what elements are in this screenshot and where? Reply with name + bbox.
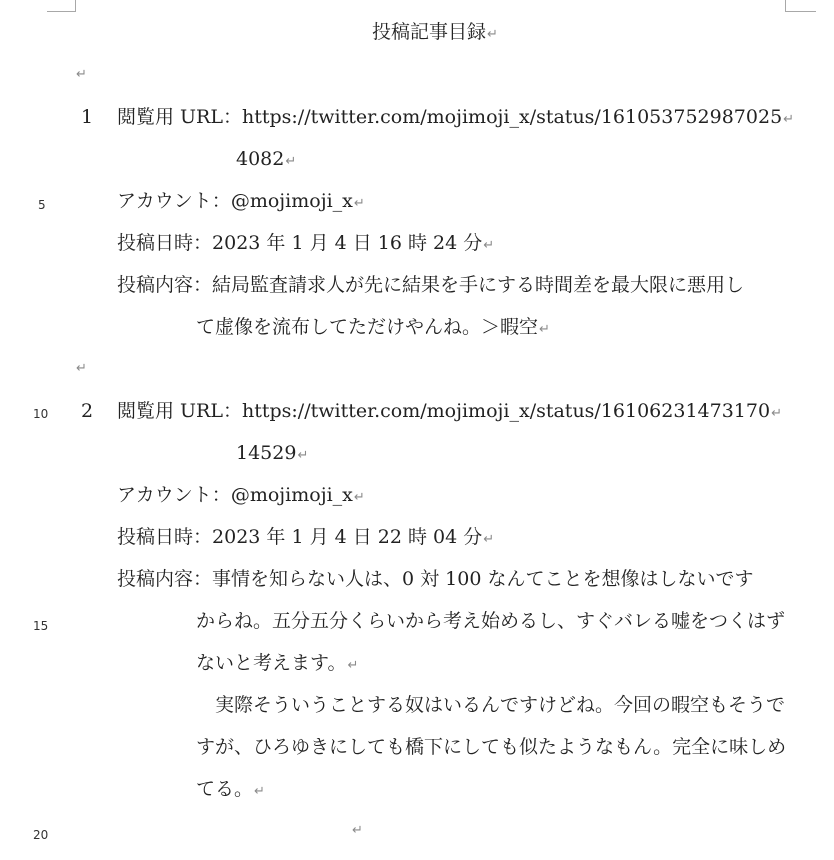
date-label: 投稿日時： xyxy=(117,232,213,254)
account-handle: @mojimoji_x xyxy=(230,484,353,506)
entry-url-line xyxy=(117,108,794,127)
line-number-15: 15 xyxy=(33,619,49,633)
entry-account-line xyxy=(117,486,365,505)
line-number-10: 10 xyxy=(33,407,49,421)
date-label: 投稿日時： xyxy=(117,526,213,548)
paragraph-mark: ↵ xyxy=(254,784,265,799)
post-date: 2023 年 1 月 4 日 16 時 24 分 xyxy=(212,232,483,254)
url-text-continued: 14529 xyxy=(236,442,297,464)
empty-paragraph-mark: ↵ xyxy=(76,67,87,82)
page-corner-mark-top-left xyxy=(47,0,76,12)
entry-number: 2 xyxy=(81,400,94,422)
account-label: アカウント： xyxy=(117,190,231,212)
line-number-5: 5 xyxy=(38,198,46,212)
content-text-continued: からね。五分五分くらいから考え始めるし、すぐバレる嘘をつくはずないと考えます。 xyxy=(196,610,786,674)
page-corner-mark-top-right xyxy=(785,0,816,12)
url-text: https://twitter.com/mojimoji_x/status/16106231473170 xyxy=(241,400,771,422)
paragraph-mark: ↵ xyxy=(347,658,359,673)
entry-content-continuation xyxy=(196,306,791,351)
entry-url-continuation xyxy=(236,444,308,463)
paragraph-mark: ↵ xyxy=(353,196,365,211)
paragraph-mark: ↵ xyxy=(285,154,297,169)
url-text: https://twitter.com/mojimoji_x/status/161053752987025 xyxy=(241,106,783,128)
paragraph-mark: ↵ xyxy=(771,406,782,421)
post-date: 2023 年 1 月 4 日 22 時 04 分 xyxy=(212,526,483,548)
account-handle: @mojimoji_x xyxy=(230,190,353,212)
content-label: 投稿内容： xyxy=(117,274,213,296)
content-text-continued: て虚像を流布してただけやんね。＞暇空 xyxy=(196,316,539,338)
entry-url-continuation xyxy=(236,150,296,169)
url-text-continued: 4082 xyxy=(236,148,285,170)
paragraph-mark: ↵ xyxy=(539,322,550,337)
paragraph-mark: ↵ xyxy=(297,448,309,463)
content-label: 投稿内容： xyxy=(117,568,213,590)
url-label: 閲覧用 URL： xyxy=(117,106,242,128)
paragraph-mark: ↵ xyxy=(783,112,795,127)
entry-date-line xyxy=(117,234,494,253)
entry-content-first-line xyxy=(117,276,744,295)
document-title xyxy=(372,23,498,42)
entry-content-continuation xyxy=(196,600,791,687)
url-label: 閲覧用 URL： xyxy=(117,400,242,422)
content-text: 事情を知らない人は、0 対 100 なんてことを想像はしないです xyxy=(212,568,754,590)
entry-content-first-line xyxy=(117,570,754,589)
empty-paragraph-mark: ↵ xyxy=(76,361,87,376)
entry-number: 1 xyxy=(81,106,94,128)
content-text: 結局監査請求人が先に結果を手にする時間差を最大限に悪用し xyxy=(212,274,745,296)
entry-account-line xyxy=(117,192,365,211)
account-label: アカウント： xyxy=(117,484,231,506)
paragraph-mark: ↵ xyxy=(483,532,495,547)
paragraph-mark: ↵ xyxy=(487,27,498,42)
entry-content-paragraph xyxy=(196,684,791,813)
entry-date-line xyxy=(117,528,494,547)
entry-url-line xyxy=(117,402,782,421)
content-text-paragraph: 実際そういうことする奴はいるんですけどね。今回の暇空もそうですが、ひろゆきにしても橋下にしても似たようなもん。完全に味しめてる。 xyxy=(196,694,787,800)
line-number-20: 20 xyxy=(33,828,49,842)
empty-paragraph-mark: ↵ xyxy=(352,823,363,838)
paragraph-mark: ↵ xyxy=(483,238,495,253)
paragraph-mark: ↵ xyxy=(353,490,365,505)
title-text: 投稿記事目録 xyxy=(372,21,487,43)
